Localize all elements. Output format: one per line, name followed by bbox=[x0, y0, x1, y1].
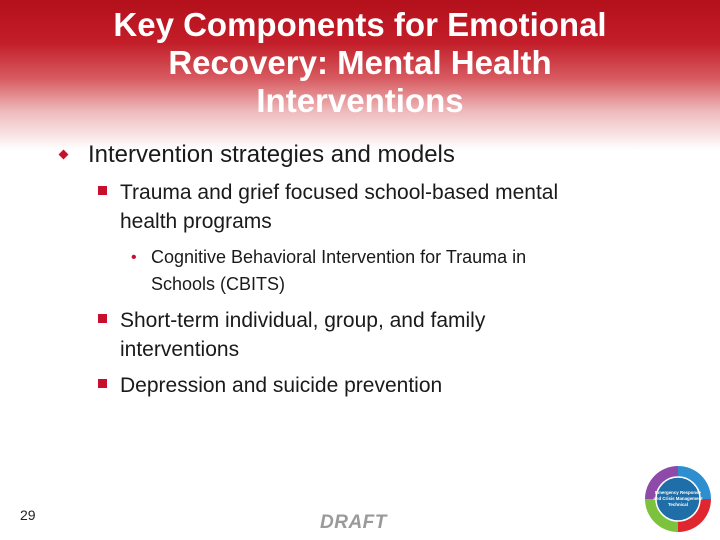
square-bullet-icon bbox=[98, 314, 107, 323]
bullet-text: Intervention strategies and models bbox=[88, 141, 455, 168]
bullet-line: Trauma and grief focused school-based mental bbox=[120, 181, 559, 204]
slide-title bbox=[0, 6, 720, 120]
logo-text-line-2: and Crisis Management bbox=[653, 496, 703, 501]
bullet-line: health programs bbox=[120, 210, 272, 233]
dot-bullet-icon: • bbox=[131, 249, 137, 266]
logo-text-line-1: Emergency Response bbox=[655, 490, 701, 495]
logo-text-line-3: Technical bbox=[668, 502, 688, 507]
bullet-line: interventions bbox=[120, 338, 240, 361]
title-line-2: Recovery: Mental Health bbox=[168, 44, 552, 81]
title-line-1: Key Components for Emotional bbox=[113, 6, 607, 43]
bullet-line: Schools (CBITS) bbox=[151, 274, 286, 294]
square-bullet-icon bbox=[98, 379, 107, 388]
bullet-text bbox=[120, 178, 660, 236]
bullet-text bbox=[151, 244, 651, 298]
emergency-management-logo-icon bbox=[643, 464, 713, 534]
bullet-text bbox=[120, 306, 660, 364]
square-bullet-icon bbox=[98, 186, 107, 195]
draft-label: DRAFT bbox=[320, 512, 387, 533]
title-line-3: Interventions bbox=[256, 82, 464, 119]
diamond-bullet-icon bbox=[59, 150, 69, 160]
bullet-text: Depression and suicide prevention bbox=[120, 374, 443, 397]
bullet-line: Short-term individual, group, and family bbox=[120, 309, 486, 332]
bullet-line: Cognitive Behavioral Intervention for Trauma in bbox=[151, 247, 527, 267]
page-number: 29 bbox=[20, 507, 36, 523]
